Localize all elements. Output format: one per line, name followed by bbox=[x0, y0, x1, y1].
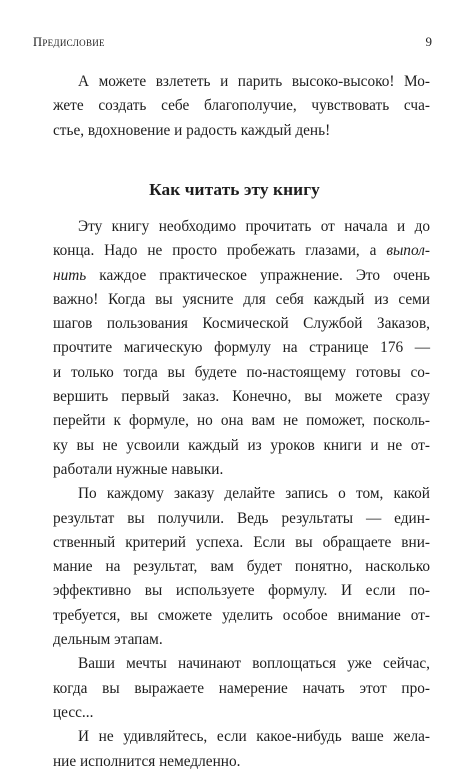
text-line: А можете взлететь и парить высоко-высоко! Мо- bbox=[78, 73, 430, 90]
text-line: стье, вдохновение и радость каждый день! bbox=[53, 121, 331, 139]
text-segment: конца. Надо не просто пробежать глазами, а bbox=[53, 242, 387, 260]
text-line: перейти к формуле, но она вам не поможет, посколь- bbox=[53, 412, 430, 430]
text-line: И не удивляйтесь, если какое-нибудь ваше жела- bbox=[78, 728, 430, 746]
paragraph-1 bbox=[53, 215, 430, 774]
emphasis-text: нить bbox=[53, 266, 87, 284]
text-line: мание на результат, вам будет понятно, насколько bbox=[53, 558, 430, 576]
text-line: По каждому заказу делайте запись о том, какой bbox=[78, 485, 430, 503]
text-line: дельным этапам. bbox=[53, 631, 163, 649]
text-line: вершить первый заказ. Конечно, вы можете сразу bbox=[53, 388, 430, 406]
text-line bbox=[53, 264, 430, 288]
section-heading: Как читать эту книгу bbox=[149, 180, 320, 199]
running-header-section: Предисловие bbox=[33, 35, 105, 49]
text-segment: каждое практическое упражнение. Это очень bbox=[86, 266, 430, 284]
text-line bbox=[53, 239, 430, 263]
text-line: прочтите магическую формулу на странице 176 — bbox=[53, 339, 430, 357]
text-line: жете создать себе благополучие, чувствовать сча- bbox=[53, 97, 430, 115]
intro-paragraph bbox=[53, 70, 430, 143]
text-line: шагов пользования Космической Службой Заказов, bbox=[53, 315, 430, 333]
text-line: требуется, вы сможете уделить особое внимание от- bbox=[53, 606, 430, 624]
page-number: 9 bbox=[425, 34, 432, 49]
text-line: Ваши мечты начинают воплощаться уже сейчас, bbox=[78, 655, 430, 673]
text-line: ку вы не усвоили каждый из уроков книги и не от- bbox=[53, 436, 430, 454]
text-line: ственный критерий успеха. Если вы обращаете вни- bbox=[53, 533, 430, 551]
text-line: важно! Когда вы уясните для себя каждый из семи bbox=[53, 290, 430, 308]
text-line: результат вы получили. Ведь результаты — един- bbox=[53, 509, 430, 527]
text-line: работали нужные навыки. bbox=[53, 460, 224, 478]
text-line: цесс... bbox=[53, 703, 94, 721]
text-line: и только тогда вы будете по-настоящему готовы со- bbox=[53, 363, 430, 381]
emphasis-text: выпол- bbox=[386, 242, 430, 260]
text-line: ние исполнится немедленно. bbox=[53, 752, 241, 770]
text-line: Эту книгу необходимо прочитать от начала и до bbox=[78, 218, 430, 235]
text-line: эффективно вы используете формулу. И если по- bbox=[53, 582, 430, 600]
text-line: когда вы выражаете намерение начать этот про- bbox=[53, 679, 430, 697]
